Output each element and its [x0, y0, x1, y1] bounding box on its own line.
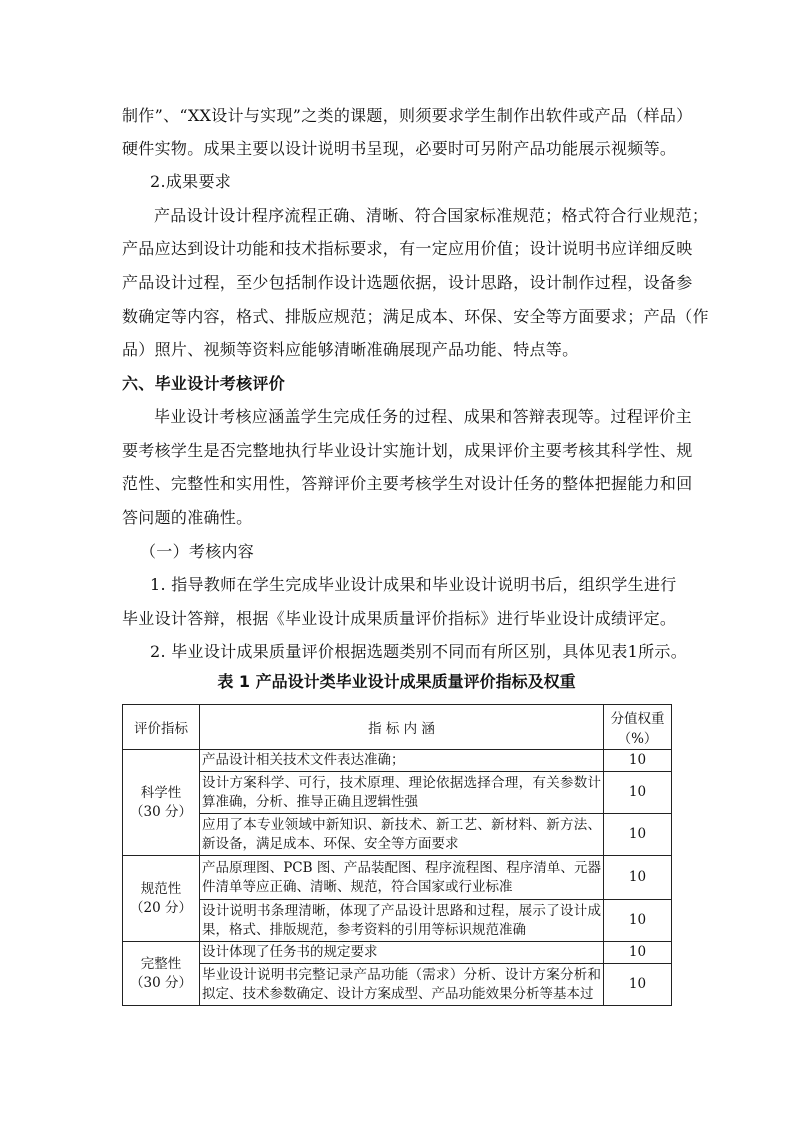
indicator-content: 设计方案科学、可行，技术原理、理论依据选择合理，有关参数计算准确，分析、推导正确且逻辑性强 [200, 772, 604, 814]
header-weight-label: 分值权重 [610, 711, 665, 727]
indicator-content: 设计说明书条理清晰，体现了产品设计思路和过程，展示了设计成果，格式、排版规范，参考资料的引用等标识规范准确 [200, 900, 604, 942]
category-cell [123, 942, 200, 1006]
table-row [123, 942, 672, 964]
table-row [123, 814, 672, 856]
indicator-content: 设计体现了任务书的规定要求 [200, 942, 604, 964]
category-name: 规范性 [140, 880, 182, 897]
indicator-content: 产品原理图、PCB 图、产品装配图、程序流程图、程序清单、元器件清单等应正确、清晰、规范，符合国家或行业标准 [200, 856, 604, 900]
paragraph-line: 硬件实物。成果主要以设计说明书呈现，必要时可另附产品功能展示视频等。 [122, 139, 677, 158]
weight-value: 10 [604, 772, 672, 814]
header-indicator: 评价指标 [123, 705, 200, 750]
paragraph-line: 制作”、“XX设计与实现”之类的课题，则须要求学生制作出软件或产品（样品） [122, 106, 693, 125]
weight-value: 10 [604, 856, 672, 900]
indicator-content: 毕业设计说明书完整记录产品功能（需求）分析、设计方案分析和拟定、技术参数确定、设计方案成型、产品功能效果分析等基本过 [202, 966, 601, 1002]
table-row [123, 900, 672, 942]
category-cell [123, 750, 200, 856]
paragraph-line: 产品应达到设计功能和技术指标要求，有一定应用价值；设计说明书应详细反映 [122, 239, 693, 258]
paragraph-line: 毕业设计考核应涵盖学生完成任务的过程、成果和答辩表现等。过程评价主 [154, 407, 692, 426]
paragraph-line: 毕业设计答辩，根据《毕业设计成果质量评价指标》进行毕业设计成绩评定。 [122, 609, 677, 628]
paragraph-line: 答问题的准确性。 [122, 508, 253, 527]
table-row [123, 772, 672, 814]
paragraph-line: 产品设计过程，至少包括制作设计选题依据，设计思路，设计制作过程，设备参 [122, 273, 693, 292]
section-heading: 六、毕业设计考核评价 [122, 374, 286, 393]
indicator-content: 应用了本专业领域中新知识、新技术、新工艺、新材料、新方法、新设备，满足成本、环保、安全等方面要求 [200, 814, 604, 856]
indicator-content-cell [200, 964, 604, 1006]
paragraph-line: 数确定等内容，格式、排版应规范；满足成本、环保、安全等方面要求；产品（作 [122, 307, 709, 326]
weight-value: 10 [604, 900, 672, 942]
subsection-title: （一）考核内容 [140, 542, 255, 561]
category-name: 科学性 [140, 784, 182, 801]
table-row [123, 964, 672, 1006]
paragraph-line: 品）照片、视频等资料应能够清晰准确展现产品功能、特点等。 [122, 340, 579, 359]
table-header-row [123, 705, 672, 750]
paragraph-line: 产品设计设计程序流程正确、清晰、符合国家标准规范；格式符合行业规范； [154, 206, 709, 225]
weight-value: 10 [604, 942, 672, 964]
paragraph-line: 1. 指导教师在学生完成毕业设计成果和毕业设计说明书后，组织学生进行 [150, 575, 677, 594]
header-content: 指 标 内 涵 [200, 705, 604, 750]
category-score: （30 分） [130, 803, 192, 820]
category-cell [123, 856, 200, 942]
weight-value: 10 [604, 814, 672, 856]
weight-value: 10 [604, 750, 672, 772]
evaluation-table [122, 704, 672, 1006]
weight-value: 10 [604, 964, 672, 1006]
indicator-content: 产品设计相关技术文件表达准确； [200, 750, 604, 772]
subsection-title: 2.成果要求 [150, 172, 232, 191]
paragraph-line: 范性、完整性和实用性，答辩评价主要考核学生对设计任务的整体把握能力和回 [122, 474, 693, 493]
category-name: 完整性 [140, 955, 182, 972]
table-title: 表 1 产品设计类毕业设计成果质量评价指标及权重 [217, 672, 576, 691]
table-row [123, 750, 672, 772]
header-weight [604, 705, 672, 750]
table-row [123, 856, 672, 900]
category-score: （20 分） [130, 899, 192, 916]
category-score: （30 分） [130, 974, 192, 991]
header-weight-unit: （%） [617, 731, 658, 747]
paragraph-line: 2. 毕业设计成果质量评价根据选题类别不同而有所区别，具体见表1所示。 [150, 642, 688, 661]
paragraph-line: 要考核学生是否完整地执行毕业设计实施计划，成果评价主要考核其科学性、规 [122, 441, 693, 460]
